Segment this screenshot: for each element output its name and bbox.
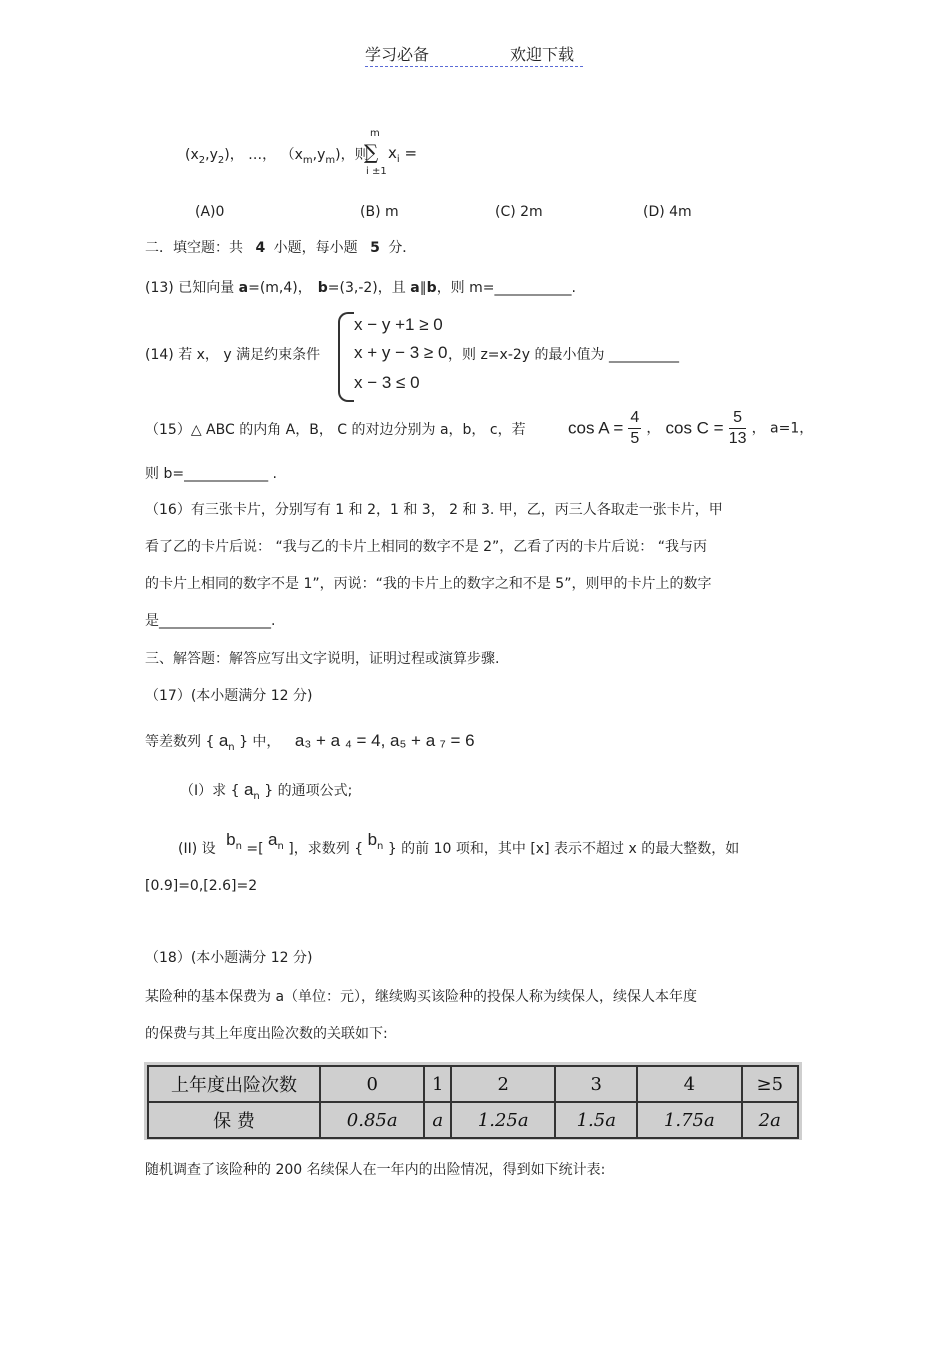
summation <box>364 128 424 180</box>
q16-line-4: 是________________. <box>145 613 276 629</box>
premium-table <box>147 1065 799 1139</box>
table-cell: 保 费 <box>148 1102 320 1138</box>
q17-part-2: (II) 设 $b_n$ =[ $a_n$ ]，求数列 { $b_n$ } 的前 10 项和，其中 [x] 表示不超过 x 的最大整数，如 <box>178 830 740 857</box>
table-cell: 2a <box>742 1102 798 1138</box>
q14-constraint-3: x − 3 ≤ 0 <box>354 373 420 392</box>
sum-top: m <box>370 128 380 139</box>
q18-head: （18）(本小题满分 12 分) <box>145 950 313 966</box>
table-cell: 3 <box>555 1066 637 1102</box>
fraction-5-13: $\frac{5}{13}$ <box>728 409 747 447</box>
table-cell: 上年度出险次数 <box>148 1066 320 1102</box>
sum-body: $x_i$ = <box>388 144 418 165</box>
q18-after-table: 随机调查了该险种的 200 名续保人在一年内的出险情况，得到如下统计表: <box>145 1162 606 1178</box>
q14-constraint-2: x + y − 3 ≥ 0 <box>354 343 448 362</box>
table-cell: 4 <box>637 1066 741 1102</box>
table-cell: 1 <box>424 1066 451 1102</box>
section2-title: 二．填空题：共 4 小题，每小题 5 分． <box>145 240 417 256</box>
table-cell: 1.25a <box>451 1102 555 1138</box>
table-cell: ≥5 <box>742 1066 798 1102</box>
premium-table-image <box>144 1062 802 1140</box>
q16-line-2: 看了乙的卡片后说： “我与乙的卡片上相同的数字不是 2”，乙看了丙的卡片后说： “我与丙 <box>145 539 708 555</box>
q14-constraint-1: x − y +1 ≥ 0 <box>354 315 443 334</box>
q14-brace <box>338 312 354 402</box>
header-right: 欢迎下载 <box>510 45 575 64</box>
fraction-4-5: $\frac{4}{5}$ <box>630 409 640 447</box>
table-row <box>148 1066 798 1102</box>
sum-bottom: i ±1 <box>366 166 387 177</box>
question-13: (13) 已知向量 a=(m,4)， b=(3,-2)，且 a∥b，则 m=___________. <box>145 280 576 296</box>
page-header <box>365 42 583 67</box>
q15-lead: （15）△ ABC 的内角 A，B， C 的对边分别为 a，b， c，若 <box>145 422 526 438</box>
table-cell: 1.5a <box>555 1102 637 1138</box>
q17-part-2-example: [0.9]=0,[2.6]=2 <box>145 878 258 894</box>
section3-title: 三、解答题：解答应写出文字说明，证明过程或演算步骤. <box>145 651 500 667</box>
table-cell: a <box>424 1102 451 1138</box>
q12-option-b: (B) m <box>360 204 399 220</box>
q16-line-3: 的卡片上相同的数字不是 1”，丙说：“我的卡片上的数字之和不是 5”，则甲的卡片上的数字 <box>145 576 712 592</box>
sum-symbol: ∑ <box>364 140 379 164</box>
header-left: 学习必备 <box>365 45 430 64</box>
q12-option-d: (D) 4m <box>643 204 692 220</box>
q12-option-a: (A)0 <box>195 204 225 220</box>
table-cell: 0 <box>320 1066 424 1102</box>
q12-continuation: $(x_2,y_2)$， …， $(x_m,y_m)$，则 <box>185 147 369 166</box>
q17-statement: 等差数列 { $a_n$ } 中， a₃ + a ₄ = 4, a₅ + a ₇ = 6 <box>145 731 475 753</box>
q17-formula: a₃ + a ₄ = 4, a₅ + a ₇ = 6 <box>294 731 475 750</box>
q18-line-1: 某险种的基本保费为 a（单位：元），继续购买该险种的投保人称为续保人，续保人本年度 <box>145 989 698 1005</box>
q14-lead: (14) 若 x， y 满足约束条件 <box>145 347 321 363</box>
q17-head: （17）(本小题满分 12 分) <box>145 688 313 704</box>
q14-tail: ，则 z=x-2y 的最小值为 __________ <box>448 347 679 363</box>
table-row <box>148 1102 798 1138</box>
table-cell: 0.85a <box>320 1102 424 1138</box>
q18-line-2: 的保费与其上年度出险次数的关联如下: <box>145 1026 388 1042</box>
q16-line-1: （16）有三张卡片，分别写有 1 和 2，1 和 3， 2 和 3. 甲，乙，丙三人各取走一张卡片，甲 <box>145 502 723 518</box>
table-cell: 2 <box>451 1066 555 1102</box>
q15-line2: 则 b=____________ . <box>145 466 277 482</box>
q12-option-c: (C) 2m <box>495 204 543 220</box>
q15-cos-expressions: cos A = $\frac{4}{5}$ ， cos C = $\frac{5}{13}$ ， a=1， <box>568 409 814 447</box>
q17-part-1: （I）求 { $a_n$ } 的通项公式; <box>180 780 353 802</box>
table-cell: 1.75a <box>637 1102 741 1138</box>
